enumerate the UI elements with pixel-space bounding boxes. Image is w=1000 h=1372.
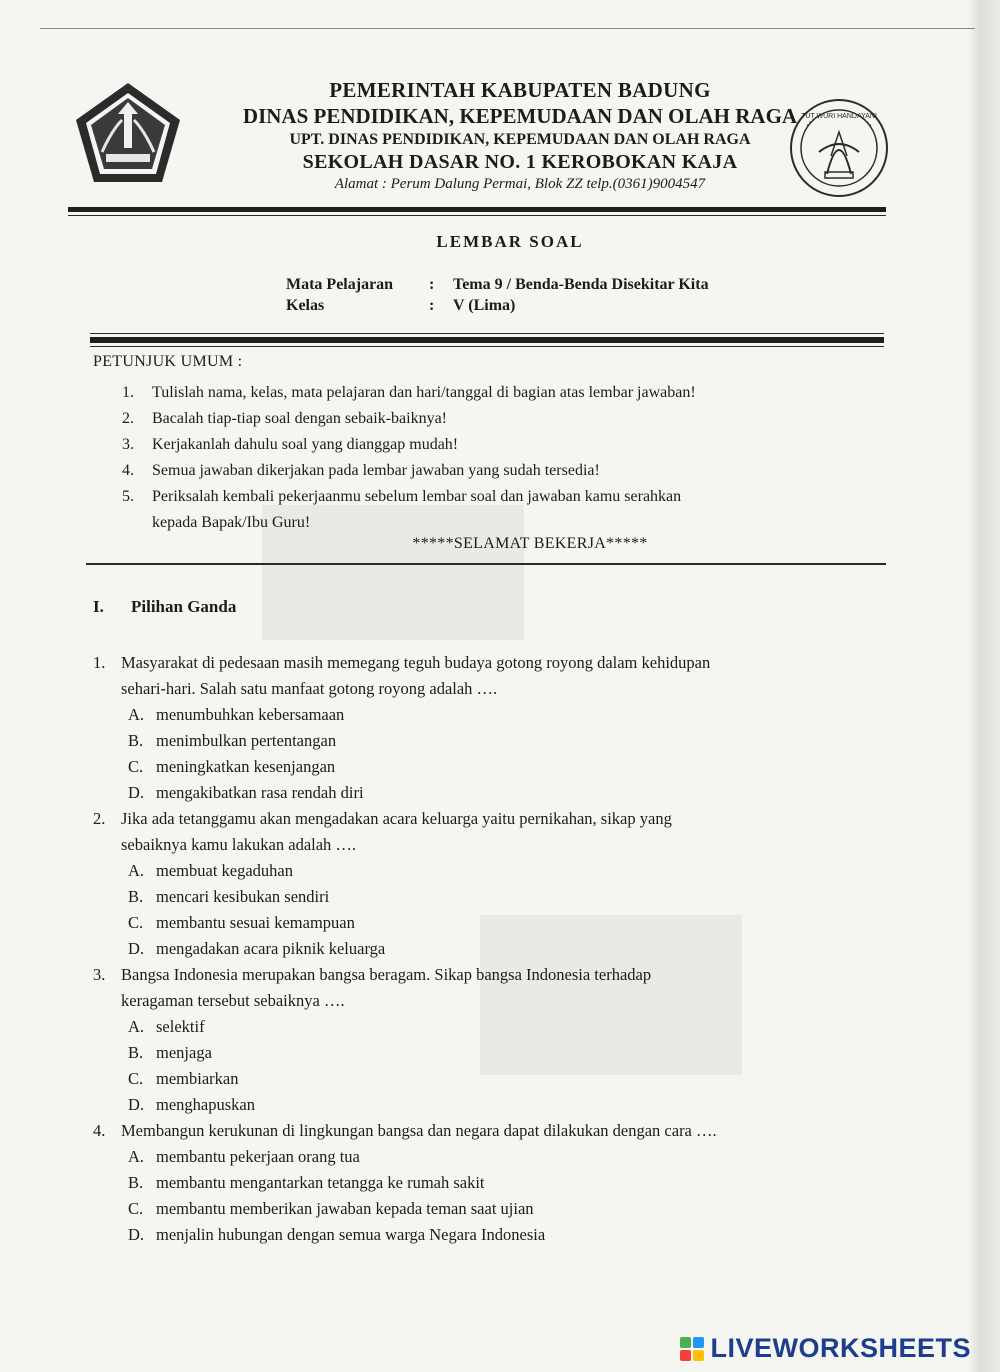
instruction-text: Periksalah kembali pekerjaanmu sebelum lembar soal dan jawaban kamu serahkan	[152, 488, 682, 505]
subject-meta	[286, 276, 709, 318]
answer-option[interactable]	[93, 754, 883, 780]
question-text: sebaiknya kamu lakukan adalah ….	[121, 835, 357, 854]
question-text: Bangsa Indonesia merupakan bangsa beragam. Sikap bangsa Indonesia terhadap	[121, 965, 652, 984]
answer-option[interactable]	[93, 858, 883, 884]
liveworksheets-icon	[680, 1337, 704, 1361]
instruction-number: 2.	[122, 410, 134, 427]
option-letter: B.	[128, 887, 144, 906]
instructions-rule	[86, 563, 886, 565]
meta-separator: :	[429, 276, 435, 293]
sheet-title: LEMBAR SOAL	[436, 232, 584, 251]
answer-option[interactable]	[93, 1014, 883, 1040]
answer-option[interactable]	[93, 1144, 883, 1170]
instruction-number: 1.	[122, 384, 134, 401]
header-upt: UPT. DINAS PENDIDIKAN, KEPEMUDAAN DAN OLAH RAGA	[289, 131, 751, 148]
answer-option[interactable]	[93, 884, 883, 910]
header-government: PEMERINTAH KABUPATEN BADUNG	[329, 78, 711, 102]
question-number	[93, 676, 121, 702]
option-text: membuat kegaduhan	[156, 861, 293, 880]
instruction-item	[122, 432, 696, 458]
tut-wuri-text: TUT WURI HANDAYANI	[801, 113, 877, 120]
closing-message: *****SELAMAT BEKERJA*****	[412, 535, 648, 552]
option-letter: C.	[128, 1199, 144, 1218]
meta-row-subject	[286, 276, 709, 297]
section-number: I.	[93, 597, 104, 616]
question-number: 4.	[93, 1121, 106, 1140]
instruction-number: 4.	[122, 462, 134, 479]
option-letter: B.	[128, 1043, 144, 1062]
meta-value: Tema 9 / Benda-Benda Disekitar Kita	[453, 276, 709, 293]
meta-label: Mata Pelajaran	[286, 276, 394, 293]
page-edge-shadow	[968, 0, 1000, 1372]
meta-separator: :	[429, 297, 435, 314]
answer-option[interactable]	[93, 1222, 883, 1248]
option-text: menumbuhkan kebersamaan	[156, 705, 345, 724]
answer-option[interactable]	[93, 702, 883, 728]
option-letter: D.	[128, 1095, 145, 1114]
option-text: mengakibatkan rasa rendah diri	[156, 783, 364, 802]
option-letter: B.	[128, 1173, 144, 1192]
option-letter: A.	[128, 1147, 145, 1166]
question-stem-line	[93, 988, 883, 1014]
option-text: meningkatkan kesenjangan	[156, 757, 336, 776]
question-number	[93, 832, 121, 858]
option-text: membantu mengantarkan tetangga ke rumah sakit	[156, 1173, 485, 1192]
question-item	[93, 1118, 883, 1248]
answer-option[interactable]	[93, 780, 883, 806]
meta-rule-thin-2	[90, 346, 884, 347]
answer-option[interactable]	[93, 910, 883, 936]
liveworksheets-brand: LIVEWORKSHEETS	[710, 1333, 971, 1363]
question-text: Membangun kerukunan di lingkungan bangsa dan negara dapat dilakukan dengan cara ….	[121, 1121, 717, 1140]
option-letter: A.	[128, 705, 145, 724]
header-school: SEKOLAH DASAR NO. 1 KEROBOKAN KAJA	[302, 151, 738, 173]
option-text: mencari kesibukan sendiri	[156, 887, 330, 906]
instruction-text: Bacalah tiap-tiap soal dengan sebaik-baiknya!	[152, 410, 447, 427]
meta-rule-thick	[90, 337, 884, 343]
header-rule-thick	[68, 207, 886, 212]
answer-option[interactable]	[93, 1040, 883, 1066]
question-number: 3.	[93, 965, 106, 984]
section-title: Pilihan Ganda	[131, 597, 237, 616]
meta-label: Kelas	[286, 297, 325, 314]
option-letter: C.	[128, 1069, 144, 1088]
question-item	[93, 962, 883, 1118]
liveworksheets-watermark	[680, 1333, 971, 1364]
question-item	[93, 806, 883, 962]
question-stem-line	[93, 806, 883, 832]
option-letter: D.	[128, 939, 145, 958]
option-text: membantu memberikan jawaban kepada teman saat ujian	[156, 1199, 534, 1218]
option-letter: C.	[128, 757, 144, 776]
option-letter: A.	[128, 1017, 145, 1036]
question-text: Masyarakat di pedesaan masih memegang teguh budaya gotong royong dalam kehidupan	[121, 653, 711, 672]
answer-option[interactable]	[93, 1066, 883, 1092]
question-stem-line	[93, 832, 883, 858]
answer-option[interactable]	[93, 728, 883, 754]
header-department: DINAS PENDIDIKAN, KEPEMUDAAN DAN OLAH RAGA	[242, 104, 798, 128]
option-letter: A.	[128, 861, 145, 880]
option-letter: D.	[128, 1225, 145, 1244]
question-stem-line	[93, 1118, 883, 1144]
question-text: keragaman tersebut sebaiknya ….	[121, 991, 345, 1010]
instruction-item	[122, 406, 696, 432]
question-number	[93, 988, 121, 1014]
answer-option[interactable]	[93, 936, 883, 962]
meta-value: V (Lima)	[453, 297, 516, 314]
instruction-item	[122, 484, 696, 510]
answer-option[interactable]	[93, 1170, 883, 1196]
instructions-title: PETUNJUK UMUM :	[93, 353, 243, 370]
section-heading	[93, 597, 236, 617]
instructions-list	[122, 380, 696, 536]
option-text: mengadakan acara piknik keluarga	[156, 939, 386, 958]
question-text: Jika ada tetanggamu akan mengadakan acara keluarga yaitu pernikahan, sikap yang	[121, 809, 672, 828]
instruction-number: 5.	[122, 488, 134, 505]
option-letter: D.	[128, 783, 145, 802]
option-text: membantu sesuai kemampuan	[156, 913, 355, 932]
header-rule-thin	[68, 215, 886, 216]
answer-option[interactable]	[93, 1092, 883, 1118]
instruction-continuation: kepada Bapak/Ibu Guru!	[152, 514, 311, 531]
option-text: menjalin hubungan dengan semua warga Negara Indonesia	[156, 1225, 546, 1244]
instruction-text: Tulislah nama, kelas, mata pelajaran dan hari/tanggal di bagian atas lembar jawaban!	[152, 384, 696, 401]
instruction-text: Semua jawaban dikerjakan pada lembar jawaban yang sudah tersedia!	[152, 462, 600, 479]
meta-row-class	[286, 297, 709, 318]
meta-rule-thin	[90, 333, 884, 334]
question-item	[93, 650, 883, 806]
option-text: menimbulkan pertentangan	[156, 731, 337, 750]
option-text: menjaga	[156, 1043, 212, 1062]
option-text: membiarkan	[156, 1069, 239, 1088]
option-letter: B.	[128, 731, 144, 750]
instruction-text: Kerjakanlah dahulu soal yang dianggap mudah!	[152, 436, 459, 453]
answer-option[interactable]	[93, 1196, 883, 1222]
option-text: membantu pekerjaan orang tua	[156, 1147, 360, 1166]
instruction-item	[122, 380, 696, 406]
question-number: 2.	[93, 809, 106, 828]
instruction-number: 3.	[122, 436, 134, 453]
header-address: Alamat : Perum Dalung Permai, Blok ZZ telp.(0361)9004547	[334, 176, 706, 192]
question-stem-line	[93, 650, 883, 676]
question-list	[93, 650, 883, 1248]
top-scan-line	[40, 28, 975, 29]
option-text: menghapuskan	[156, 1095, 255, 1114]
question-text: sehari-hari. Salah satu manfaat gotong royong adalah ….	[121, 679, 498, 698]
question-stem-line	[93, 962, 883, 988]
question-number: 1.	[93, 653, 106, 672]
question-stem-line	[93, 676, 883, 702]
option-text: selektif	[156, 1017, 205, 1036]
option-letter: C.	[128, 913, 144, 932]
instruction-item	[122, 458, 696, 484]
